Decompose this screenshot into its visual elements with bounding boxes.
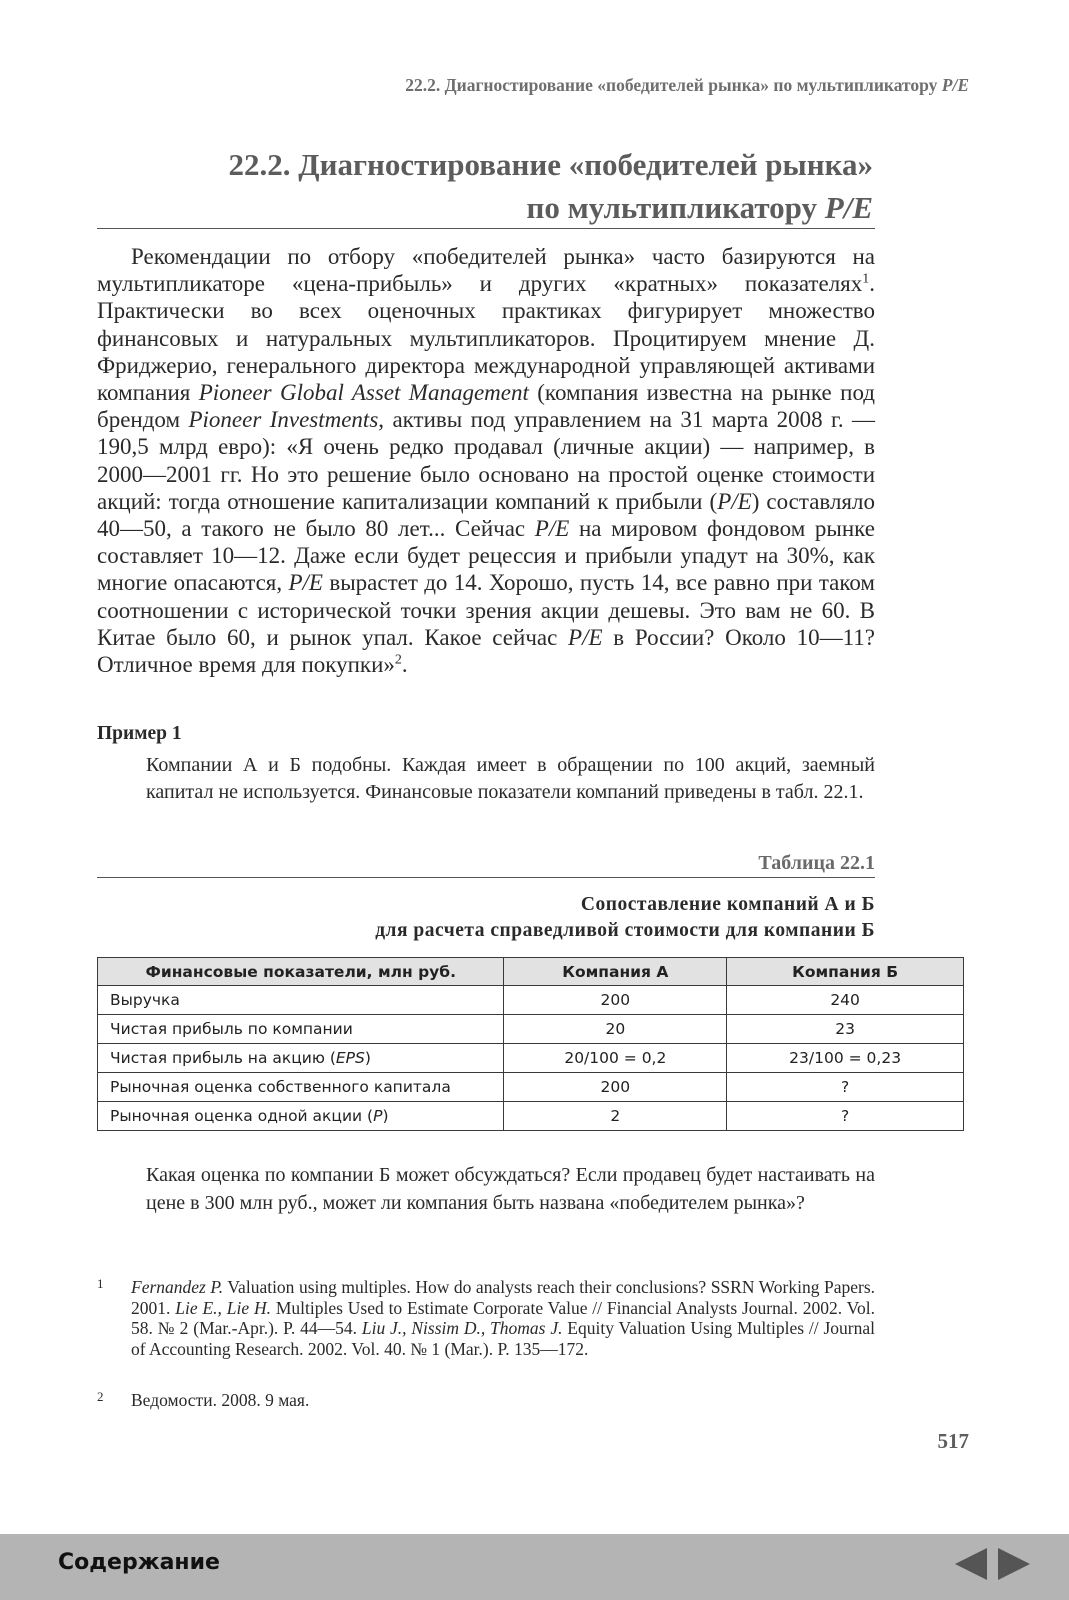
row-label xyxy=(98,1015,504,1044)
column-header: Финансовые показатели, млн руб. xyxy=(98,958,504,986)
paragraph-text: (компания известна на рынке под брендом xyxy=(97,380,875,433)
footnote-author: Fernandez P. xyxy=(131,1277,224,1297)
table-row xyxy=(98,1073,964,1102)
footnote-text xyxy=(131,1277,875,1359)
footnote-ref-1[interactable]: 1 xyxy=(862,271,870,287)
brand-name: Pioneer Investments xyxy=(188,407,379,433)
example-text: Компании А и Б подобны. Каждая имеет в обращении по 100 акций, заемный капитал не используется. Финансовые показатели компаний приведены в табл. 22.1. xyxy=(146,754,875,803)
footnote-text: Ведомости. 2008. 9 мая. xyxy=(131,1390,310,1410)
table-row xyxy=(98,1102,964,1131)
section-title-line2 xyxy=(229,186,873,229)
footnote-author: Liu J., Nissim D., Thomas J. xyxy=(361,1318,563,1338)
column-header: Компания А xyxy=(504,958,727,986)
column-header: Компания Б xyxy=(727,958,964,986)
section-title-line2-text: по мультипликатору xyxy=(526,190,825,225)
paragraph-text: на мировом фондовом рынке составляет 10—12. Даже если будет рецессия и прибыли упадут на 30%, как многие опасаются, xyxy=(97,516,875,596)
company-a-value: 200 xyxy=(504,1073,727,1102)
company-a-value: 20 xyxy=(504,1015,727,1044)
footnote-mark: 2 xyxy=(97,1389,104,1404)
table-header-row xyxy=(98,958,964,986)
company-a-value: 20/100 = 0,2 xyxy=(504,1044,727,1073)
company-b-value: ? xyxy=(727,1102,964,1131)
pe-term: P/E xyxy=(717,488,752,514)
running-head-text: 22.2. Диагностирование «победителей рынка» по мультипликатору xyxy=(405,75,942,95)
comparison-table xyxy=(97,957,964,1131)
footnote-2 xyxy=(97,1390,875,1411)
footnote-author: Lie E., Lie H. xyxy=(175,1297,271,1318)
row-label xyxy=(98,1073,504,1102)
row-label xyxy=(98,1044,504,1073)
company-b-value: 23 xyxy=(727,1015,964,1044)
pe-term: P/E xyxy=(534,516,570,542)
footer-nav-bar xyxy=(0,1534,1069,1600)
table-number: Таблица 22.1 xyxy=(758,852,875,874)
paragraph-text: . xyxy=(401,652,408,678)
footnote-1 xyxy=(97,1277,875,1359)
paragraph-text: . Практически во всех оценочных практиках фигурирует множество финансовых и натуральных мультипликаторов. Процитируем мнение Д. Фриджерио, генерального директора международной управляющей активами компания xyxy=(97,271,875,406)
table-divider xyxy=(97,877,875,878)
main-paragraph xyxy=(97,243,875,678)
pe-term: P/E xyxy=(288,570,323,596)
table-caption xyxy=(375,892,875,944)
paragraph-text: вырастет до 14. Хорошо, пусть 14, все равно при таком соотношении с исторической точки зрения акции дешевы. Это вам не 60. В Китае было 60, и рынок упал. Какое сейчас xyxy=(97,570,875,650)
company-a-value: 2 xyxy=(504,1102,727,1131)
company-a-value: 200 xyxy=(504,986,727,1015)
table-row xyxy=(98,986,964,1015)
running-head-pe: P/E xyxy=(941,75,969,95)
company-name: Pioneer Global Asset Management xyxy=(198,380,529,406)
row-label-text: Рыночная оценка одной акции ( xyxy=(110,1107,374,1125)
row-label xyxy=(98,986,504,1015)
row-label-text: Чистая прибыль по компании xyxy=(110,1020,353,1038)
title-divider xyxy=(97,228,875,229)
contents-link[interactable]: Содержание xyxy=(58,1550,220,1575)
company-b-value: ? xyxy=(727,1073,964,1102)
next-page-icon[interactable] xyxy=(996,1547,1032,1581)
row-label-text: Выручка xyxy=(110,991,180,1009)
table-caption-line1: Сопоставление компаний А и Б xyxy=(580,894,875,915)
paragraph-text: в России? Около 10—11? Отличное время для покупки» xyxy=(97,624,875,678)
company-b-value: 23/100 = 0,23 xyxy=(727,1044,964,1073)
section-title-line1: 22.2. Диагностирование «победителей рынка» xyxy=(228,147,873,182)
row-label-text: Чистая прибыль на акцию ( xyxy=(110,1049,336,1067)
paragraph-text: , активы под управлением на 31 марта 2008 г. — 190,5 млрд евро): «Я очень редко продавал (личные акции) — например, в 2000—2001 гг. Но это решение было основано на простой оценке стоимости акций: тогда отношение капитализации компаний к прибыли ( xyxy=(97,407,875,514)
row-label-italic: P xyxy=(373,1107,383,1125)
running-head xyxy=(405,75,969,96)
section-title xyxy=(229,143,873,229)
table-row xyxy=(98,1015,964,1044)
row-label-suffix: ) xyxy=(364,1049,371,1067)
footnote-ref-2[interactable]: 2 xyxy=(394,652,402,668)
row-label-italic: EPS xyxy=(335,1049,365,1067)
footnote-reference: Multiples Used to Estimate Corporate Value // Financial Analysts Journal. 2002. Vol. 58. № 2 (Mar.-Apr.). P. 44—54. xyxy=(131,1297,876,1338)
row-label-text: Рыночная оценка собственного капитала xyxy=(110,1078,451,1096)
company-b-value: 240 xyxy=(727,986,964,1015)
table-caption-line2: для расчета справедливой стоимости для компании Б xyxy=(375,920,875,941)
table-row xyxy=(98,1044,964,1073)
footnote-reference: Equity Valuation Using Multiples // Journal of Accounting Research. 2002. Vol. 40. № 1 (Mar.). P. 135—172. xyxy=(131,1318,875,1359)
row-label-suffix: ) xyxy=(382,1107,389,1125)
section-title-pe: P/E xyxy=(824,190,873,225)
previous-page-icon[interactable] xyxy=(953,1547,989,1581)
footnote-mark: 1 xyxy=(97,1276,104,1291)
paragraph-text: ) составляло 40—50, а такого не было 80 лет... Сейчас xyxy=(97,488,875,542)
example-title: Пример 1 xyxy=(97,723,182,744)
footnote-reference: Valuation using multiples. How do analysts reach their conclusions? SSRN Working Papers. 2001. xyxy=(131,1277,876,1318)
paragraph-text: Рекомендации по отбору «победителей рынка» часто базируются на мультипликаторе «цена-прибыль» и других «кратных» показателях xyxy=(97,244,875,297)
page-number: 517 xyxy=(937,1429,969,1453)
row-label xyxy=(98,1102,504,1131)
example-question: Какая оценка по компании Б может обсуждаться? Если продавец будет настаивать на цене в 300 млн руб., может ли компания быть названа «победителем рынка»? xyxy=(146,1164,875,1214)
pe-term: P/E xyxy=(568,624,603,650)
